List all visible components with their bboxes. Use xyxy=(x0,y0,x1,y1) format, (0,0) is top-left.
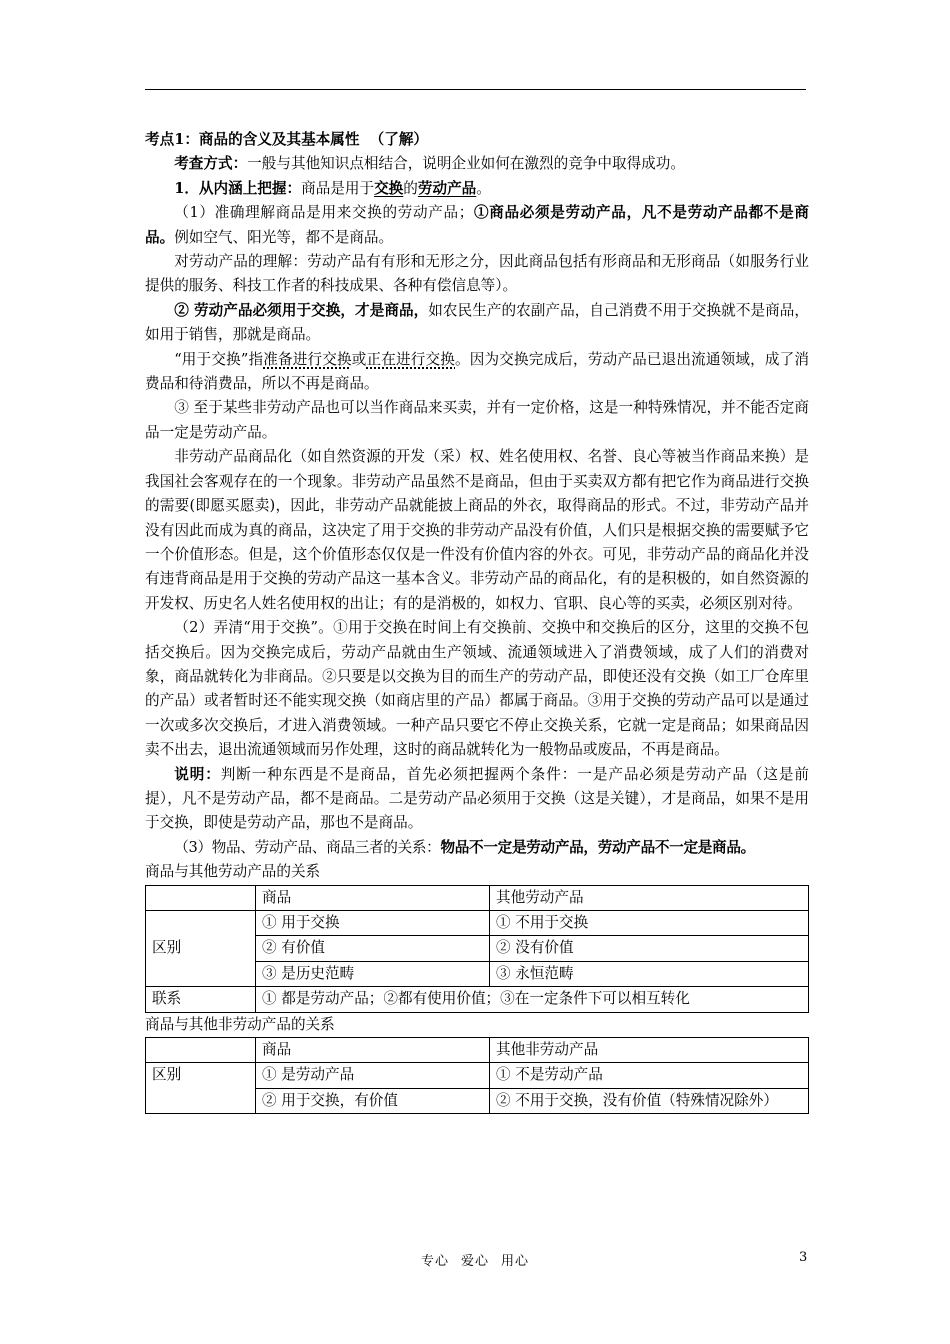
paragraph-6: 非劳动产品商品化（如自然资源的开发（采）权、姓名使用权、名誉、良心等被当作商品来换）是我国社会客观存在的一个现象。非劳动产品虽然不是商品，但由于买卖双方都有把它作为商品进行交换的需要(即愿买愿卖)，因此，非劳动产品就能披上商品的外衣，取得商品的形式。不过，非劳动产品并没有因此而成为真的商品，这决定了用于交换的非劳动产品没有价值，人们只是根据交换的需要赋予它一个价值形态。但是，这个价值形态仅仅是一件没有价值内容的外衣。可见，非劳动产品的商品化并没有违背商品是用于交换的劳动产品这一基本含义。非劳动产品的商品化，有的是积极的，如自然资源的开发权、历史名人姓名使用权的出让；有的是消极的，如权力、官职、良心等的买卖，必须区别对待。 xyxy=(145,448,809,612)
paragraph-3 xyxy=(145,299,809,348)
table-cell xyxy=(146,885,256,910)
table-header: 其他非劳动产品 xyxy=(490,1038,809,1063)
table1-caption: 商品与其他劳动产品的关系 xyxy=(145,863,321,881)
table-cell: ② 没有价值 xyxy=(490,936,809,961)
p4-mid: 或 xyxy=(351,350,367,368)
exam-method-label: 考查方式： xyxy=(174,155,248,173)
keyword-exchange: 交换 xyxy=(374,179,404,197)
table-cell xyxy=(146,1038,256,1063)
footer-motto-3: 用心 xyxy=(501,1254,530,1269)
footer-motto-1: 专心 xyxy=(420,1254,449,1269)
p1-pre: （1）准确理解商品是用来交换的劳动产品； xyxy=(174,204,474,222)
table-row-label: 区别 xyxy=(146,911,256,987)
note-paragraph xyxy=(145,763,809,836)
table-cell: ① 是劳动产品 xyxy=(256,1063,490,1088)
table-row-label: 区别 xyxy=(146,1063,256,1114)
table-cell: ② 有价值 xyxy=(256,936,490,961)
table-commodity-vs-labor-products xyxy=(145,885,809,1013)
p1-post: 例如空气、阳光等，都不是商品。 xyxy=(174,228,394,246)
exam-method-text: 一般与其他知识点相结合，说明企业如何在激烈的竞争中取得成功。 xyxy=(247,155,685,173)
footer-motto-2: 爱心 xyxy=(460,1254,489,1269)
p3-text: 如农民生产的农副产品，自己消费不用于交换就不是商品，如用于销售，那就是商品。 xyxy=(145,301,809,344)
table-header: 商品 xyxy=(256,1038,490,1063)
p8-pre: （3）物品、劳动产品、商品三者的关系： xyxy=(174,838,441,856)
p4-dotted-2: 正在进行交换 xyxy=(366,350,456,368)
paragraph-8 xyxy=(145,836,809,860)
paragraph-5: ③ 至于某些非劳动产品也可以当作商品来买卖，并有一定价格，这是一种特殊情况，并不能否定商品一定是劳动产品。 xyxy=(145,399,809,441)
table-cell: ① 不用于交换 xyxy=(490,911,809,936)
table-cell: ③ 永恒范畴 xyxy=(490,961,809,986)
paragraph-1 xyxy=(145,201,809,250)
table-row xyxy=(146,885,809,910)
definition-pre: 商品是用于 xyxy=(301,179,375,197)
note-label: 说明： xyxy=(174,765,221,783)
exam-method xyxy=(145,152,809,176)
table-row xyxy=(146,911,809,936)
definition-end: 。 xyxy=(476,179,491,197)
p4-post: 。因为交换完成后，劳动产品已退出流通领域，成了消费品和待消费品，所以不再是商品。 xyxy=(145,350,809,393)
table-row xyxy=(146,1063,809,1088)
table-cell: ② 用于交换，有价值 xyxy=(256,1088,490,1113)
paragraph-4 xyxy=(145,348,809,397)
table-cell: ① 用于交换 xyxy=(256,911,490,936)
paragraph-2: 对劳动产品的理解：劳动产品有有形和无形之分，因此商品包括有形商品和无形商品（如服务行业提供的服务、科技工作者的科技成果、各种有偿信息等）。 xyxy=(145,253,809,295)
document-body xyxy=(145,128,809,1114)
paragraph-7: （2）弄清“用于交换”。①用于交换在时间上有交换前、交换中和交换后的区分，这里的交换不包括交换后。因为交换完成后，劳动产品就由生产领域、流通领域进入了消费领域，成了人们的消费对象，商品就转化为非商品。②只要是以交换为目的而生产的劳动产品，即使还没有交换（如工厂仓库里的产品）或者暂时还不能实现交换（如商店里的产品）都属于商品。③用于交换的劳动产品可以是通过一次或多次交换后，才进入消费领域。一种产品只要它不停止交换关系，它就一定是商品；如果商品因卖不出去，退出流通领域而另作处理，这时的商品就转化为一般物品或废品，不再是商品。 xyxy=(145,619,809,759)
table-cell: ② 不用于交换，没有价值（特殊情况除外） xyxy=(490,1088,809,1113)
table-cell: ① 都是劳动产品；②都有使用价值；③在一定条件下可以相互转化 xyxy=(256,987,809,1012)
table-header: 商品 xyxy=(256,885,490,910)
note-text: 判断一种东西是不是商品，首先必须把握两个条件：一是产品必须是劳动产品（这是前提），凡不是劳动产品，都不是商品。二是劳动产品必须用于交换（这是关键），才是商品，如果不是用于交换，即使是劳动产品，那也不是商品。 xyxy=(145,765,809,832)
keyword-labor-product: 劳动产品 xyxy=(417,179,477,197)
footer-motto xyxy=(0,1250,950,1269)
p4-dotted-1: 准备进行交换 xyxy=(263,350,352,368)
heading-level: （了解） xyxy=(369,131,429,148)
table-header: 其他劳动产品 xyxy=(490,885,809,910)
definition xyxy=(145,177,809,201)
table-row xyxy=(146,987,809,1012)
p1-bold: ①商品必须是劳动产品，凡不是劳动产品都不是商品。 xyxy=(145,204,809,246)
section-heading xyxy=(145,128,809,152)
definition-mid: 的 xyxy=(403,179,418,197)
p8-bold: 物品不一定是劳动产品，劳动产品不一定是商品。 xyxy=(440,838,755,856)
p4-pre: “用于交换”指 xyxy=(174,350,264,368)
table-commodity-vs-non-labor-products xyxy=(145,1037,809,1114)
table-cell: ① 不是劳动产品 xyxy=(490,1063,809,1088)
table-cell: ③ 是历史范畴 xyxy=(256,961,490,986)
table-row xyxy=(146,1038,809,1063)
page-number: 3 xyxy=(799,1250,808,1265)
definition-label: 1．从内涵上把握： xyxy=(174,179,302,197)
header-rule xyxy=(145,89,806,90)
heading-title: 考点1：商品的含义及其基本属性 xyxy=(145,131,360,148)
p3-bold: ② 劳动产品必须用于交换，才是商品， xyxy=(174,301,429,319)
table2-caption: 商品与其他非劳动产品的关系 xyxy=(145,1015,335,1033)
table-row-label: 联系 xyxy=(146,987,256,1012)
